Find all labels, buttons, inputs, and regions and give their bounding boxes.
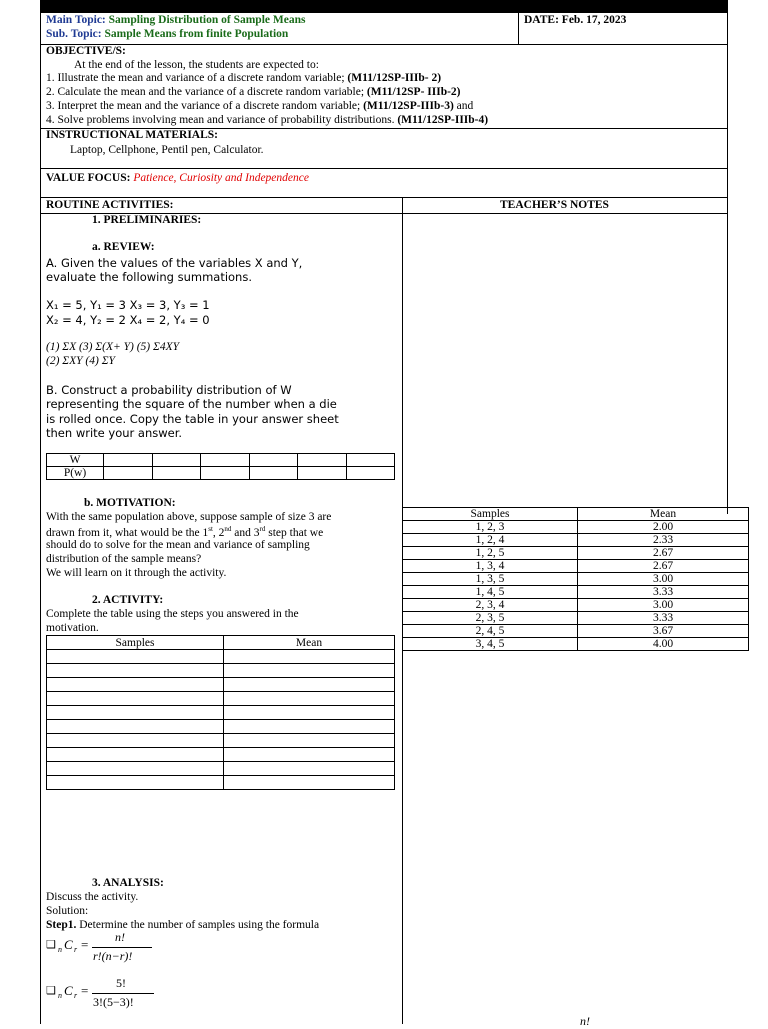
table-cell[interactable] [224, 762, 395, 776]
rule-after-materials [40, 168, 728, 169]
objective-1: 1. Illustrate the mean and variance of a discrete random variable; (M11/12SP-IIIb- 2) [46, 72, 442, 84]
formula-equals: = [81, 937, 89, 952]
sample-cell: 2, 3, 5 [403, 612, 578, 625]
table-cell[interactable] [47, 734, 224, 748]
mean-cell: 3.00 [578, 573, 749, 586]
table-cell[interactable] [47, 650, 224, 664]
formula-C: C [64, 983, 73, 998]
table-cell[interactable] [47, 776, 224, 790]
sample-cell: 1, 2, 5 [403, 547, 578, 560]
table-cell[interactable] [104, 467, 153, 480]
sample-cell: 2, 3, 4 [403, 599, 578, 612]
table-cell[interactable] [224, 720, 395, 734]
table-cell[interactable] [224, 706, 395, 720]
sample-cell: 1, 2, 4 [403, 534, 578, 547]
motivation-line5: We will learn on it through the activity. [46, 567, 227, 579]
table-row [47, 776, 395, 790]
objectives-intro: At the end of the lesson, the students are expected to: [74, 59, 319, 71]
sub-topic: Sub. Topic: Sample Means from finite Population [46, 28, 289, 40]
header-divider [518, 13, 519, 44]
mean-cell: 2.67 [578, 560, 749, 573]
table-cell[interactable] [104, 454, 153, 467]
review-b-line4: then write your answer. [46, 426, 183, 440]
notes-table [402, 507, 749, 651]
materials-heading: INSTRUCTIONAL MATERIALS: [46, 129, 219, 141]
review-b-line1: B. Construct a probability distribution of W [46, 383, 292, 397]
analysis-line1: Discuss the activity. [46, 891, 139, 903]
table-cell[interactable] [47, 678, 224, 692]
formula-denominator: 3!(5−3)! [93, 995, 134, 1009]
review-b-line2: representing the square of the number when a die [46, 397, 337, 411]
main-topic: Main Topic: Sampling Distribution of Sample Means [46, 14, 306, 26]
table-row [403, 508, 749, 521]
formula-r: r [74, 945, 78, 954]
mean-cell: 3.67 [578, 625, 749, 638]
table-row [47, 454, 395, 467]
review-b-line3: is rolled once. Copy the table in your answer sheet [46, 412, 339, 426]
date: DATE: Feb. 17, 2023 [524, 14, 627, 26]
notes-col-mean: Mean [578, 508, 749, 521]
activity-line2: motivation. [46, 622, 99, 634]
table-cell[interactable] [152, 467, 201, 480]
mean-cell: 3.33 [578, 586, 749, 599]
table-row [47, 650, 395, 664]
border-left [40, 13, 41, 1024]
sample-cell: 1, 2, 3 [403, 521, 578, 534]
mean-cell: 2.33 [578, 534, 749, 547]
w-label: W [47, 454, 104, 467]
analysis-heading: 3. ANALYSIS: [92, 877, 164, 889]
table-cell[interactable] [224, 734, 395, 748]
preliminaries-heading: 1. PRELIMINARIES: [92, 214, 202, 226]
formula-box-icon: ❑ [46, 985, 56, 997]
table-cell[interactable] [224, 748, 395, 762]
formula-n: n [58, 945, 62, 954]
table-row [403, 612, 749, 625]
activity-table [46, 635, 395, 790]
table-cell[interactable] [201, 467, 250, 480]
pw-label: P(w) [47, 467, 104, 480]
table-cell[interactable] [47, 692, 224, 706]
motivation-line3: should do to solve for the mean and variance of sampling [46, 539, 310, 551]
formula-r: r [74, 991, 78, 1000]
review-sum-line2: (2) ΣXY (4) ΣY [46, 355, 115, 367]
partial-formula-right: n! [580, 1014, 590, 1028]
activity-heading: 2. ACTIVITY: [92, 594, 164, 606]
table-cell[interactable] [224, 776, 395, 790]
sample-cell: 1, 3, 5 [403, 573, 578, 586]
table-cell[interactable] [298, 467, 347, 480]
table-cell[interactable] [47, 720, 224, 734]
table-cell[interactable] [47, 748, 224, 762]
table-cell[interactable] [47, 706, 224, 720]
table-row [403, 521, 749, 534]
combination-formula-values [46, 978, 166, 1012]
table-cell[interactable] [224, 678, 395, 692]
formula-denominator: r!(n−r)! [93, 949, 133, 963]
formula-numerator: 5! [116, 976, 126, 990]
table-cell[interactable] [346, 454, 395, 467]
mean-cell: 4.00 [578, 638, 749, 651]
motivation-line2: drawn from it, what would be the 1st, 2nd and 3rd step that we [46, 525, 324, 539]
motivation-line4: distribution of the sample means? [46, 553, 202, 565]
motivation-heading: b. MOTIVATION: [84, 497, 176, 509]
border-right [727, 13, 728, 514]
table-row [47, 467, 395, 480]
sample-cell: 3, 4, 5 [403, 638, 578, 651]
analysis-line2: Solution: [46, 905, 89, 917]
table-row [403, 638, 749, 651]
formula-equals: = [81, 983, 89, 998]
objective-4: 4. Solve problems involving mean and variance of probability distributions. (M11/12SP-IIIb-4) [46, 114, 489, 126]
table-cell[interactable] [201, 454, 250, 467]
table-cell[interactable] [224, 650, 395, 664]
review-vars-line1: X₁ = 5, Y₁ = 3 X₃ = 3, Y₃ = 1 [46, 298, 210, 312]
activity-line1: Complete the table using the steps you answered in the [46, 608, 299, 620]
table-row [403, 599, 749, 612]
formula-numerator: n! [115, 930, 125, 944]
probability-table [46, 453, 395, 480]
value-focus: VALUE FOCUS: Patience, Curiosity and Independence [46, 172, 309, 184]
review-sum-line1: (1) ΣX (3) Σ(X+ Y) (5) Σ4XY [46, 341, 180, 353]
fraction-bar [92, 993, 154, 994]
mean-cell: 2.00 [578, 521, 749, 534]
table-row [403, 586, 749, 599]
table-cell[interactable] [249, 454, 298, 467]
table-row [403, 547, 749, 560]
mean-cell: 3.00 [578, 599, 749, 612]
objective-2: 2. Calculate the mean and the variance of a discrete random variable; (M11/12SP- IIIb-2) [46, 86, 461, 98]
table-cell[interactable] [152, 454, 201, 467]
review-a-line2: evaluate the following summations. [46, 270, 252, 284]
materials-text: Laptop, Cellphone, Pentil pen, Calculator. [70, 144, 264, 156]
formula-C: C [64, 937, 73, 952]
table-row [403, 625, 749, 638]
mean-cell: 3.33 [578, 612, 749, 625]
table-cell[interactable] [47, 664, 224, 678]
table-cell[interactable] [249, 467, 298, 480]
activity-col-mean: Mean [224, 636, 395, 650]
table-cell[interactable] [298, 454, 347, 467]
review-heading: a. REVIEW: [92, 241, 155, 253]
motivation-line1: With the same population above, suppose sample of size 3 are [46, 511, 332, 523]
rule-after-header [40, 44, 728, 45]
table-row [403, 573, 749, 586]
table-row [47, 706, 395, 720]
analysis-step1: Step1. Determine the number of samples using the formula [46, 919, 320, 931]
fraction-bar [92, 947, 152, 948]
table-row [47, 636, 395, 650]
sample-cell: 2, 4, 5 [403, 625, 578, 638]
table-cell[interactable] [224, 692, 395, 706]
table-cell[interactable] [224, 664, 395, 678]
table-row [403, 534, 749, 547]
formula-box-icon: ❑ [46, 939, 56, 951]
notes-col-samples: Samples [403, 508, 578, 521]
objective-3: 3. Interpret the mean and the variance of a discrete random variable; (M11/12SP-IIIb-3) and [46, 100, 474, 112]
sample-cell: 1, 4, 5 [403, 586, 578, 599]
table-row [47, 678, 395, 692]
routine-heading: ROUTINE ACTIVITIES: [46, 199, 174, 211]
table-row [47, 762, 395, 776]
combination-formula [46, 932, 166, 966]
table-row [47, 664, 395, 678]
table-row [47, 734, 395, 748]
top-bar [40, 0, 728, 13]
sample-cell: 1, 3, 4 [403, 560, 578, 573]
review-a-line1: A. Given the values of the variables X and Y, [46, 256, 303, 270]
activity-col-samples: Samples [47, 636, 224, 650]
table-row [47, 692, 395, 706]
formula-n: n [58, 991, 62, 1000]
table-row [403, 560, 749, 573]
objectives-heading: OBJECTIVE/S: [46, 45, 126, 57]
table-cell[interactable] [346, 467, 395, 480]
table-row [47, 720, 395, 734]
table-cell[interactable] [47, 762, 224, 776]
review-vars-line2: X₂ = 4, Y₂ = 2 X₄ = 2, Y₄ = 0 [46, 313, 210, 327]
rule-after-value-focus [40, 197, 728, 198]
table-row [47, 748, 395, 762]
teachers-notes-heading: TEACHER’S NOTES [500, 199, 609, 211]
mean-cell: 2.67 [578, 547, 749, 560]
